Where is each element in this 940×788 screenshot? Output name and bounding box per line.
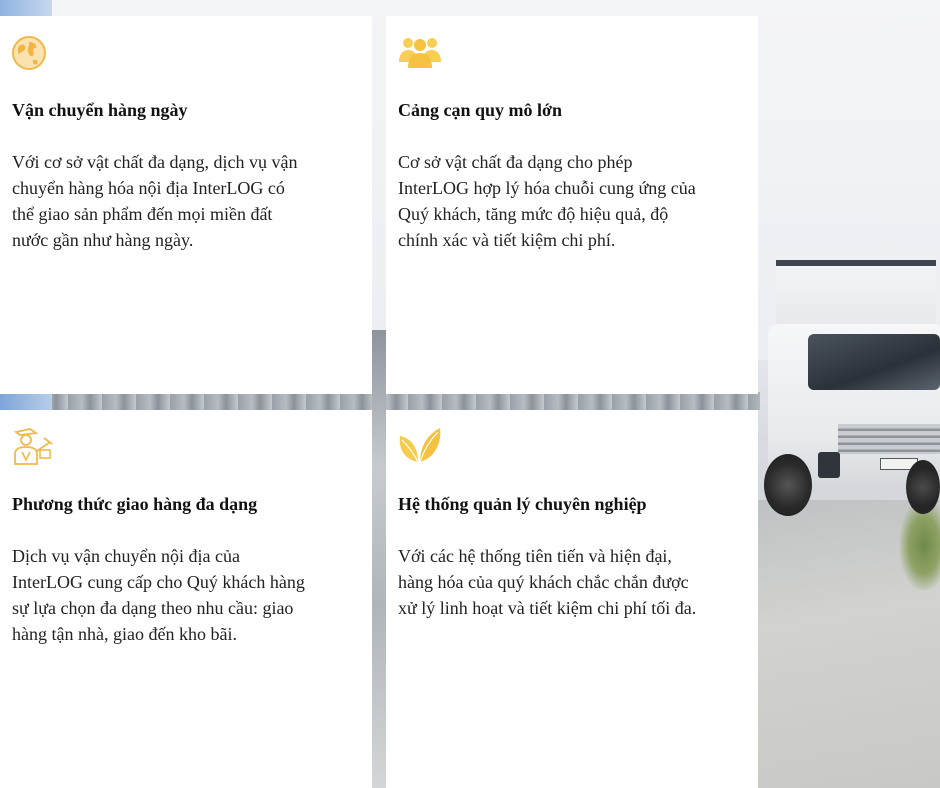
card-description: Cơ sở vật chất đa dạng cho phép InterLOG hợp lý hóa chuỗi cung ứng của Quý khách, tăng mức độ hiệu quả, độ chính xác và tiết kiệm chi phí.	[398, 152, 696, 250]
truck-image	[758, 254, 940, 524]
feature-card-daily-transport	[0, 16, 372, 394]
feature-card-delivery-methods	[0, 410, 372, 788]
background-sky-patch	[0, 0, 52, 16]
card-title: Phương thức giao hàng đa dạng	[12, 494, 258, 514]
background-gap	[372, 330, 386, 788]
card-description: Với các hệ thống tiên tiến và hiện đại, hàng hóa của quý khách chắc chắn được xử lý linh hoạt và tiết kiệm chi phí tối đa.	[398, 546, 697, 618]
leaf-icon	[396, 424, 442, 464]
card-description: Với cơ sở vật chất đa dạng, dịch vụ vận chuyển hàng hóa nội địa InterLOG có thể giao sản phẩm đến mọi miền đất nước gần như hàng ngày.	[12, 152, 298, 250]
globe-icon	[10, 34, 48, 72]
courier-person-icon	[10, 424, 54, 468]
feature-card-inland-port	[386, 16, 758, 394]
people-group-icon	[396, 34, 444, 72]
feature-card-management-system	[386, 410, 758, 788]
card-title: Vận chuyển hàng ngày	[12, 100, 188, 120]
card-description: Dịch vụ vận chuyển nội địa của InterLOG cung cấp cho Quý khách hàng sự lựa chọn đa dạng theo nhu cầu: giao hàng tận nhà, giao đến kho bãi.	[12, 546, 305, 644]
background-sky-patch-lower	[0, 394, 52, 410]
card-title: Cảng cạn quy mô lớn	[398, 100, 563, 120]
card-title: Hệ thống quản lý chuyên nghiệp	[398, 494, 647, 514]
